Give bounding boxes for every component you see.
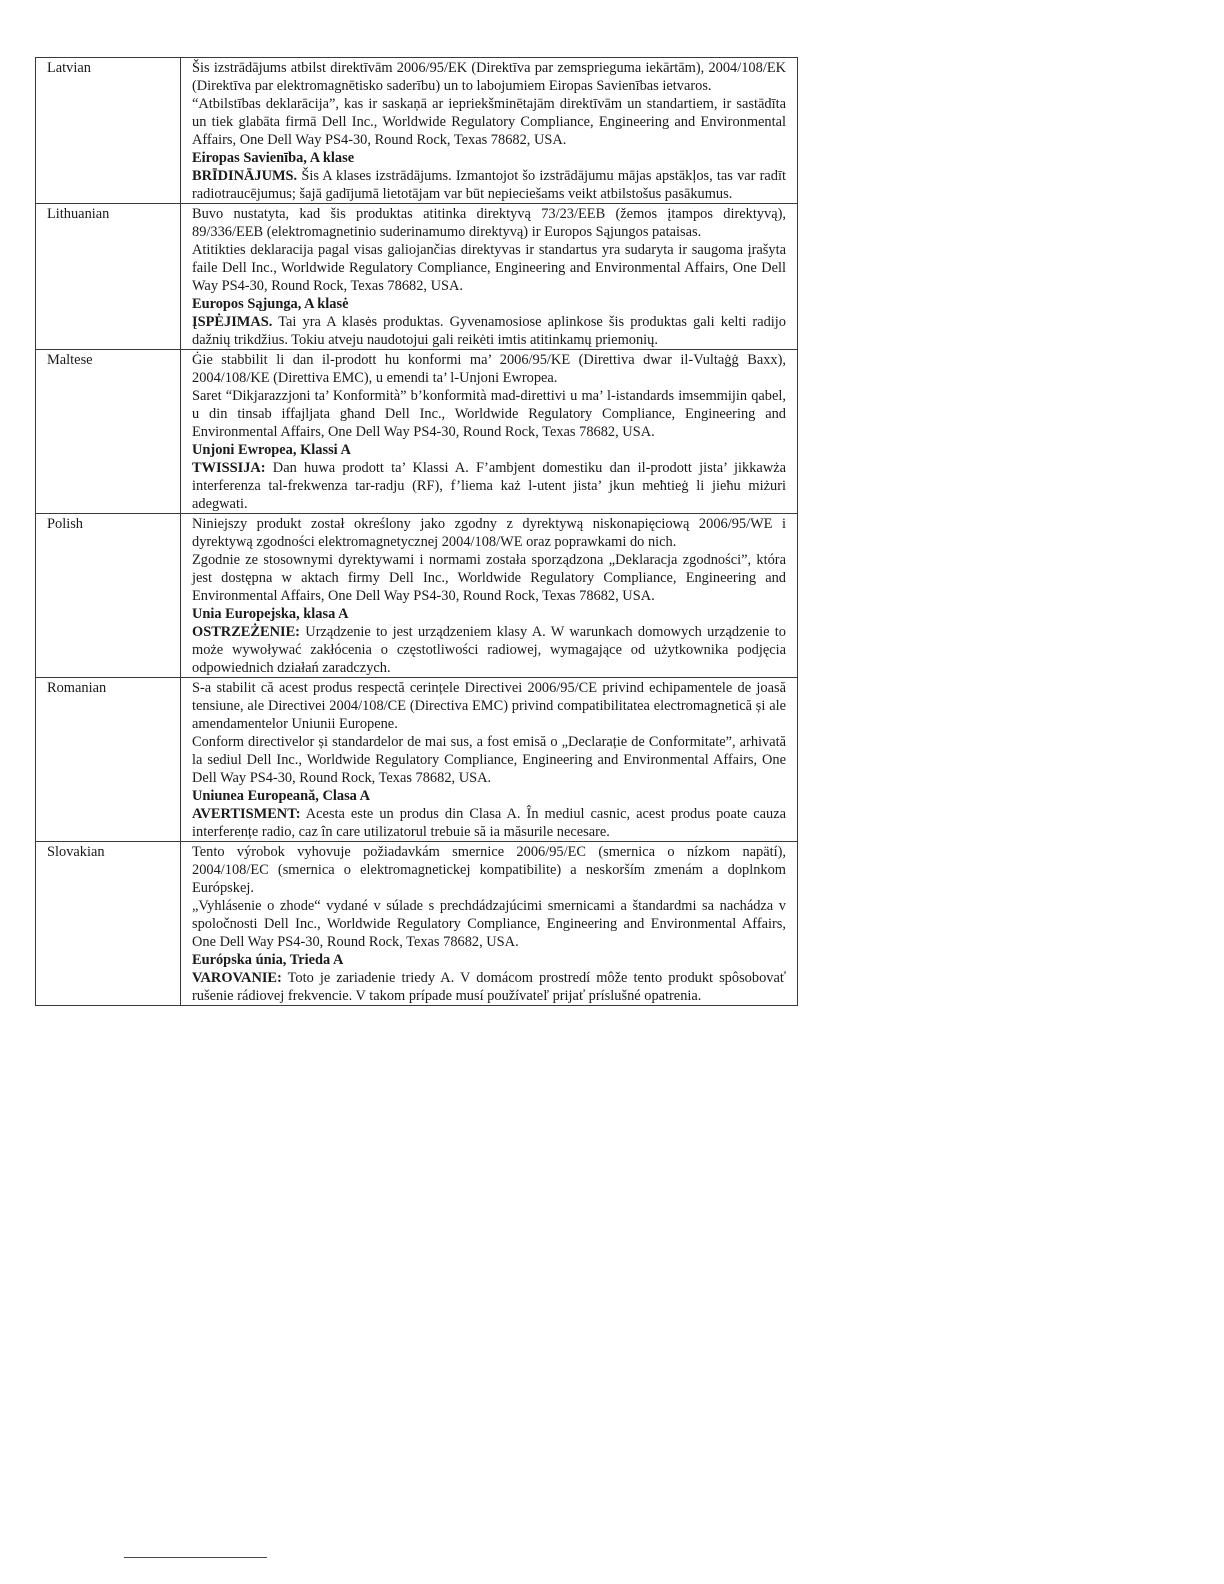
conformity-declaration: „Vyhlásenie o zhode“ vydané v súlade s prechdádzajúcimi smernicami a štandardmi sa nachádza v spoločnosti Dell Inc., Worldwide Regulatory Compliance, Engineering and Environmental Affairs, One Dell Way PS4-30, Round Rock, Texas 78682, USA. xyxy=(192,898,786,950)
warning-paragraph xyxy=(192,313,786,349)
warning-paragraph xyxy=(192,167,786,203)
warning-label: VAROVANIE: xyxy=(192,970,282,986)
table-row xyxy=(36,842,798,1006)
table-row xyxy=(36,514,798,678)
directive-statement: Tento výrobok vyhovuje požiadavkám smernice 2006/95/EC (smernica o nízkom napätí), 2004/108/EC (smernica o elektromagnetickej kompatibilite) a neskorším zmenám a doplnkom Európskej. xyxy=(192,844,786,896)
table-row xyxy=(36,678,798,842)
class-heading: Uniunea Europeană, Clasa A xyxy=(192,788,371,804)
warning-text: Acesta este un produs din Clasa A. În mediul casnic, acest produs poate cauza interferențe radio, caz în care utilizatorul trebuie să ia măsurile necesare. xyxy=(192,806,786,840)
warning-text: Dan huwa prodott ta’ Klassi A. F’ambjent domestiku dan il-prodott jista’ jikkawża interferenza tal-frekwenza tar-radju (RF), f’liema każ l-utent jista’ jkun meħtieġ li jieħu miżuri adegwati. xyxy=(192,460,786,512)
table-row xyxy=(36,204,798,350)
warning-paragraph xyxy=(192,969,786,1005)
warning-text: Toto je zariadenie triedy A. V domácom prostredí môže tento produkt spôsobovať rušenie rádiovej frekvencie. V takom prípade musí používateľ prijať príslušné opatrenia. xyxy=(192,970,786,1004)
warning-text: Tai yra A klasės produktas. Gyvenamosiose aplinkose šis produktas gali kelti radijo dažnių trikdžius. Tokiu atveju naudotojui gali reikėti imtis atitinkamų priemonių. xyxy=(192,314,787,348)
class-heading: Európska únia, Trieda A xyxy=(192,952,344,968)
warning-paragraph xyxy=(192,805,786,841)
conformity-declaration: “Atbilstības deklarācija”, kas ir saskaņā ar iepriekšminētajām direktīvām un standartiem, ir sastādīta un tiek glabāta firmā Dell Inc., Worldwide Regulatory Compliance, Engineering and Environmental Affairs, One Dell Way PS4-30, Round Rock, Texas 78682, USA. xyxy=(192,96,786,148)
directive-statement: Niniejszy produkt został określony jako zgodny z dyrektywą niskonapięciową 2006/95/WE i dyrektywą zgodności elektromagnetycznej 2004/108/WE oraz poprawkami do nich. xyxy=(192,516,786,550)
declaration-text-cell xyxy=(181,514,798,678)
class-heading: Unjoni Ewropea, Klassi A xyxy=(192,442,351,458)
warning-label: ĮSPĖJIMAS. xyxy=(192,314,273,330)
class-heading: Europos Sąjunga, A klasė xyxy=(192,296,349,312)
declaration-text-cell xyxy=(181,58,798,204)
conformity-declaration: Conform directivelor și standardelor de mai sus, a fost emisă o „Declarație de Conformitate”, arhivată la sediul Dell Inc., Worldwide Regulatory Compliance, Engineering and Environmental Affairs, One Dell Way PS4-30, Round Rock, Texas 78682, USA. xyxy=(192,734,786,786)
class-heading: Eiropas Savienība, A klase xyxy=(192,150,355,166)
conformity-declaration: Atitikties deklaracija pagal visas galiojančias direktyvas ir standartus yra sudaryta ir saugoma įrašyta faile Dell Inc., Worldwide Regulatory Compliance, Engineering and Environmental Affairs, One Dell Way PS4-30, Round Rock, Texas 78682, USA. xyxy=(192,242,786,294)
warning-label: AVERTISMENT: xyxy=(192,806,301,822)
warning-label: BRĪDINĀJUMS. xyxy=(192,168,298,184)
language-name: Latvian xyxy=(36,58,181,204)
directive-statement: Ġie stabbilit li dan il-prodott hu konformi ma’ 2006/95/KE (Direttiva dwar il-Vultaġġ Baxx), 2004/108/KE (Direttiva EMC), u emendi ta’ l-Unjoni Ewropea. xyxy=(192,352,786,386)
declaration-text-cell xyxy=(181,350,798,514)
declaration-text-cell xyxy=(181,842,798,1006)
declaration-text-cell xyxy=(181,204,798,350)
language-name: Maltese xyxy=(36,350,181,514)
warning-paragraph xyxy=(192,623,786,677)
language-name: Slovakian xyxy=(36,842,181,1006)
table-row xyxy=(36,350,798,514)
class-heading: Unia Europejska, klasa A xyxy=(192,606,349,622)
warning-paragraph xyxy=(192,459,786,513)
directive-statement: Šis izstrādājums atbilst direktīvām 2006/95/EK (Direktīva par zemsprieguma iekārtām), 2004/108/EK (Direktīva par elektromagnētisko saderību) un to labojumiem Eiropas Savienības ietvaros. xyxy=(192,60,786,94)
language-name: Polish xyxy=(36,514,181,678)
warning-label: TWISSIJA: xyxy=(192,460,266,476)
warning-label: OSTRZEŻENIE: xyxy=(192,624,300,640)
warning-text: Šis A klases izstrādājums. Izmantojot šo izstrādājumu mājas apstākļos, tas var radīt radiotraucējumus; šajā gadījumā lietotājam var būt nepieciešams veikt atbilstošus pasākumus. xyxy=(192,168,786,202)
regulatory-declaration-table xyxy=(35,57,798,1006)
directive-statement: S-a stabilit că acest produs respectă cerințele Directivei 2006/95/CE privind echipamentele de joasă tensiune, ale Directivei 2004/108/CE (Directiva EMC) privind compatibilitatea electromagnetică și ale amendamentelor Uniunii Europene. xyxy=(192,680,786,732)
language-name: Romanian xyxy=(36,678,181,842)
warning-text: Urządzenie to jest urządzeniem klasy A. W warunkach domowych urządzenie to może wywoływać zakłócenia o częstotliwości radiowej, wymagające od użytkownika podjęcia odpowiednich działań zaradczych. xyxy=(192,624,786,676)
conformity-declaration: Saret “Dikjarazzjoni ta’ Konformità” b’konformità mad-direttivi u ma’ l-istandards imsemmijin qabel, u din tinsab iffajljata għand Dell Inc., Worldwide Regulatory Compliance, Engineering and Environmental Affairs, One Dell Way PS4-30, Round Rock, Texas 78682, USA. xyxy=(192,388,786,440)
declaration-text-cell xyxy=(181,678,798,842)
language-name: Lithuanian xyxy=(36,204,181,350)
footnote-divider xyxy=(124,1557,267,1558)
directive-statement: Buvo nustatyta, kad šis produktas atitinka direktyvą 73/23/EEB (žemos įtampos direktyvą), 89/336/EEB (elektromagnetinio suderinamumo direktyvą) ir Europos Sąjungos pataisas. xyxy=(192,206,786,240)
conformity-declaration: Zgodnie ze stosownymi dyrektywami i normami została sporządzona „Deklaracja zgodności”, która jest dostępna w aktach firmy Dell Inc., Worldwide Regulatory Compliance, Engineering and Environmental Affairs, One Dell Way PS4-30, Round Rock, Texas 78682, USA. xyxy=(192,552,786,604)
table-row xyxy=(36,58,798,204)
